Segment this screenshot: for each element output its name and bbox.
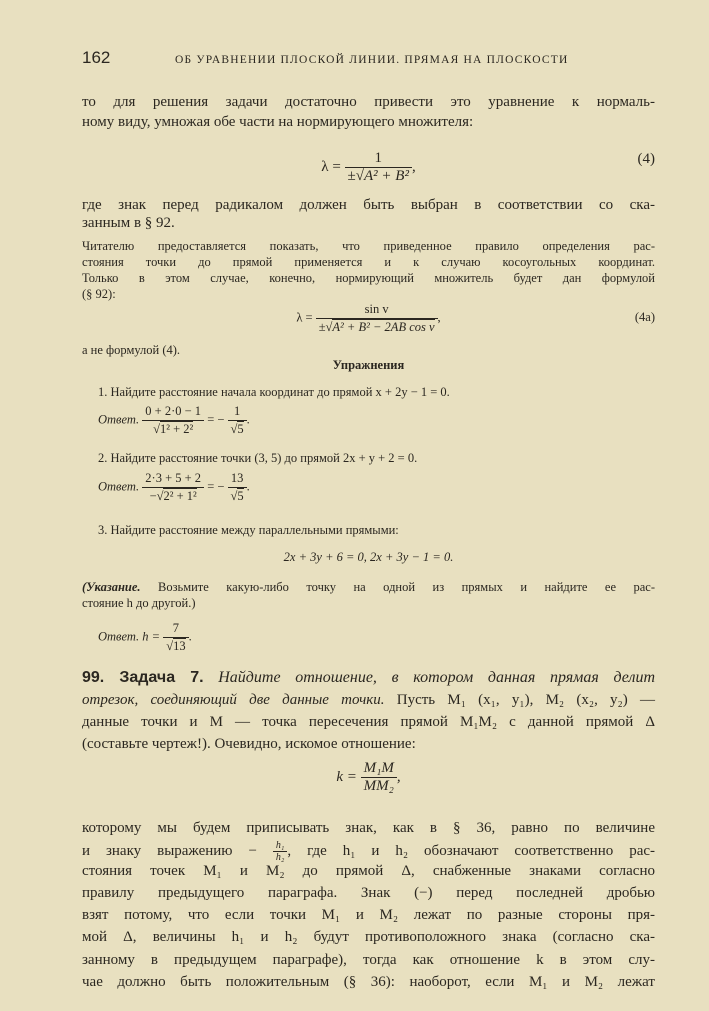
running-title: ОБ УРАВНЕНИИ ПЛОСКОЙ ЛИНИИ. ПРЯМАЯ НА ПЛОСКОСТИ: [175, 54, 569, 66]
answer-1: [98, 403, 671, 438]
text-line: данные точки и M — точка пересечения прямой M₁M₂ с данной прямой Δ: [82, 714, 655, 730]
hint-text: Возьмите какую-либо точку на одной из прямых и найдите ее рас-: [157, 580, 655, 594]
numerator: M₁M: [361, 760, 397, 778]
punct: ,: [396, 768, 401, 785]
numerator: 1: [345, 150, 412, 168]
radical-sign: −√: [149, 489, 164, 503]
hint-line: стояние h до другой.): [82, 596, 196, 610]
hint-label: (Указание.: [82, 580, 141, 594]
problem-title: Найдите отношение, в котором данная прямая делит: [218, 669, 656, 686]
fraction: [316, 301, 438, 336]
hint-line: [82, 579, 655, 595]
text-line: то для решения задачи достаточно привести это уравнение к нормаль-: [82, 94, 655, 110]
exercise-3: 3. Найдите расстояние между параллельными прямыми:: [98, 523, 399, 537]
exercise-2: 2. Найдите расстояние точки (3, 5) до прямой 2x + y + 2 = 0.: [98, 451, 418, 465]
section-99-line: [82, 669, 655, 687]
radical-sign: √: [153, 422, 160, 436]
answer-3: [98, 620, 671, 655]
answer-label: Ответ.: [98, 629, 140, 644]
radicand: 2² + 1²: [163, 489, 197, 503]
section-number: 99. Задача 7.: [82, 669, 204, 686]
small-text-line: (§ 92):: [82, 287, 116, 301]
small-text-line: стояния точки до прямой применяется и к случаю косоугольных координат.: [82, 255, 655, 269]
numerator: sin v: [316, 301, 438, 319]
problem-title: отрезок, соединяющий две данные точки.: [82, 692, 385, 708]
text-line: мой Δ, величины h₁ и h₂ будут противоположного знака (согласно ска-: [82, 929, 655, 945]
equation-tag: (4): [637, 151, 655, 167]
formula-lhs: k =: [336, 768, 357, 785]
numerator: 1: [228, 403, 247, 421]
radical-sign: √: [230, 422, 238, 436]
equation-tag: (4a): [634, 310, 655, 324]
radical-sign: ±√: [318, 320, 333, 334]
text-line: стояния точек M₁ и M₂ до прямой Δ, снабженные знаками согласно: [82, 863, 655, 879]
radicand: 13: [173, 639, 186, 653]
text-line: занному в предыдущем параграфе), тогда как отношение k в этом слу-: [82, 952, 655, 968]
text: , где h₁ и h₂ обозначают соответственно рас-: [287, 842, 656, 859]
exercise-3-equations: 2x + 3y + 6 = 0, 2x + 3y − 1 = 0.: [283, 550, 454, 564]
denominator: MM₂: [363, 778, 394, 794]
answer-2: [98, 470, 671, 505]
radical-sign: √: [166, 639, 174, 653]
radicand: A² + B² − 2AB cos v: [332, 320, 435, 334]
page-number: 162: [82, 48, 111, 67]
text-line: правилу предыдущего параграфа. Знак (−) перед последней дробью: [82, 885, 655, 901]
formula-lhs: h =: [142, 629, 161, 644]
formula-lhs: λ =: [296, 310, 313, 325]
answer-label: Ответ.: [98, 479, 140, 494]
text-line: [82, 691, 655, 709]
numerator: h₁: [273, 840, 287, 852]
text-line: взят потому, что если точки M₁ и M₂ лежат по разные стороны пря-: [82, 907, 655, 923]
text-line: чае должно быть положительным (§ 36): наоборот, если M₁ и M₂ лежат: [82, 974, 655, 990]
radical-sign: ±√: [347, 168, 364, 184]
punct: ,: [437, 310, 441, 325]
numerator: 7: [163, 620, 188, 638]
small-text-line: Читателю предоставляется показать, что приведенное правило определения рас-: [82, 239, 655, 253]
formula-4a: [82, 301, 655, 336]
text: Пусть M₁ (x₁, y₁), M₂ (x₂, y₂) —: [396, 692, 656, 708]
fraction: [345, 150, 412, 185]
punct: .: [246, 412, 250, 427]
equals: = −: [207, 479, 225, 494]
formula-k: [82, 760, 655, 795]
section-heading: Упражнения: [332, 358, 405, 372]
numerator: 2·3 + 5 + 2: [142, 470, 204, 488]
punct: .: [246, 479, 250, 494]
equals: = −: [207, 412, 225, 427]
punct: .: [188, 629, 192, 644]
exercise-1: 1. Найдите расстояние начала координат до прямой x + 2y − 1 = 0.: [98, 385, 450, 399]
radicand: A² + B²: [364, 168, 409, 184]
small-text-line: Только в этом случае, конечно, нормирующий множитель будет дан формулой: [82, 271, 655, 285]
text-line: которому мы будем приписывать знак, как в § 36, равно по величине: [82, 820, 655, 836]
formula-lhs: λ =: [321, 158, 341, 175]
formula-4: [82, 150, 655, 185]
answer-label: Ответ.: [98, 412, 140, 427]
radicand: 5: [237, 489, 244, 503]
text-line: ному виду, умножая обе части на нормирующего множителя:: [82, 114, 474, 130]
radical-sign: √: [230, 489, 238, 503]
text-line: занным в § 92.: [82, 215, 175, 231]
numerator: 13: [228, 470, 247, 488]
radicand: 1² + 2²: [159, 422, 194, 436]
numerator: 0 + 2·0 − 1: [142, 403, 204, 421]
text-line: [82, 840, 655, 863]
punct: ,: [411, 158, 416, 175]
text-line: (составьте чертеж!). Очевидно, искомое отношение:: [82, 736, 416, 752]
text: и знаку выражению −: [82, 842, 257, 859]
radicand: 5: [237, 422, 244, 436]
text-line: где знак перед радикалом должен быть выбран в соответствии со ска-: [82, 197, 655, 213]
small-text-line: а не формулой (4).: [82, 343, 181, 357]
denominator: h₂: [275, 852, 285, 863]
